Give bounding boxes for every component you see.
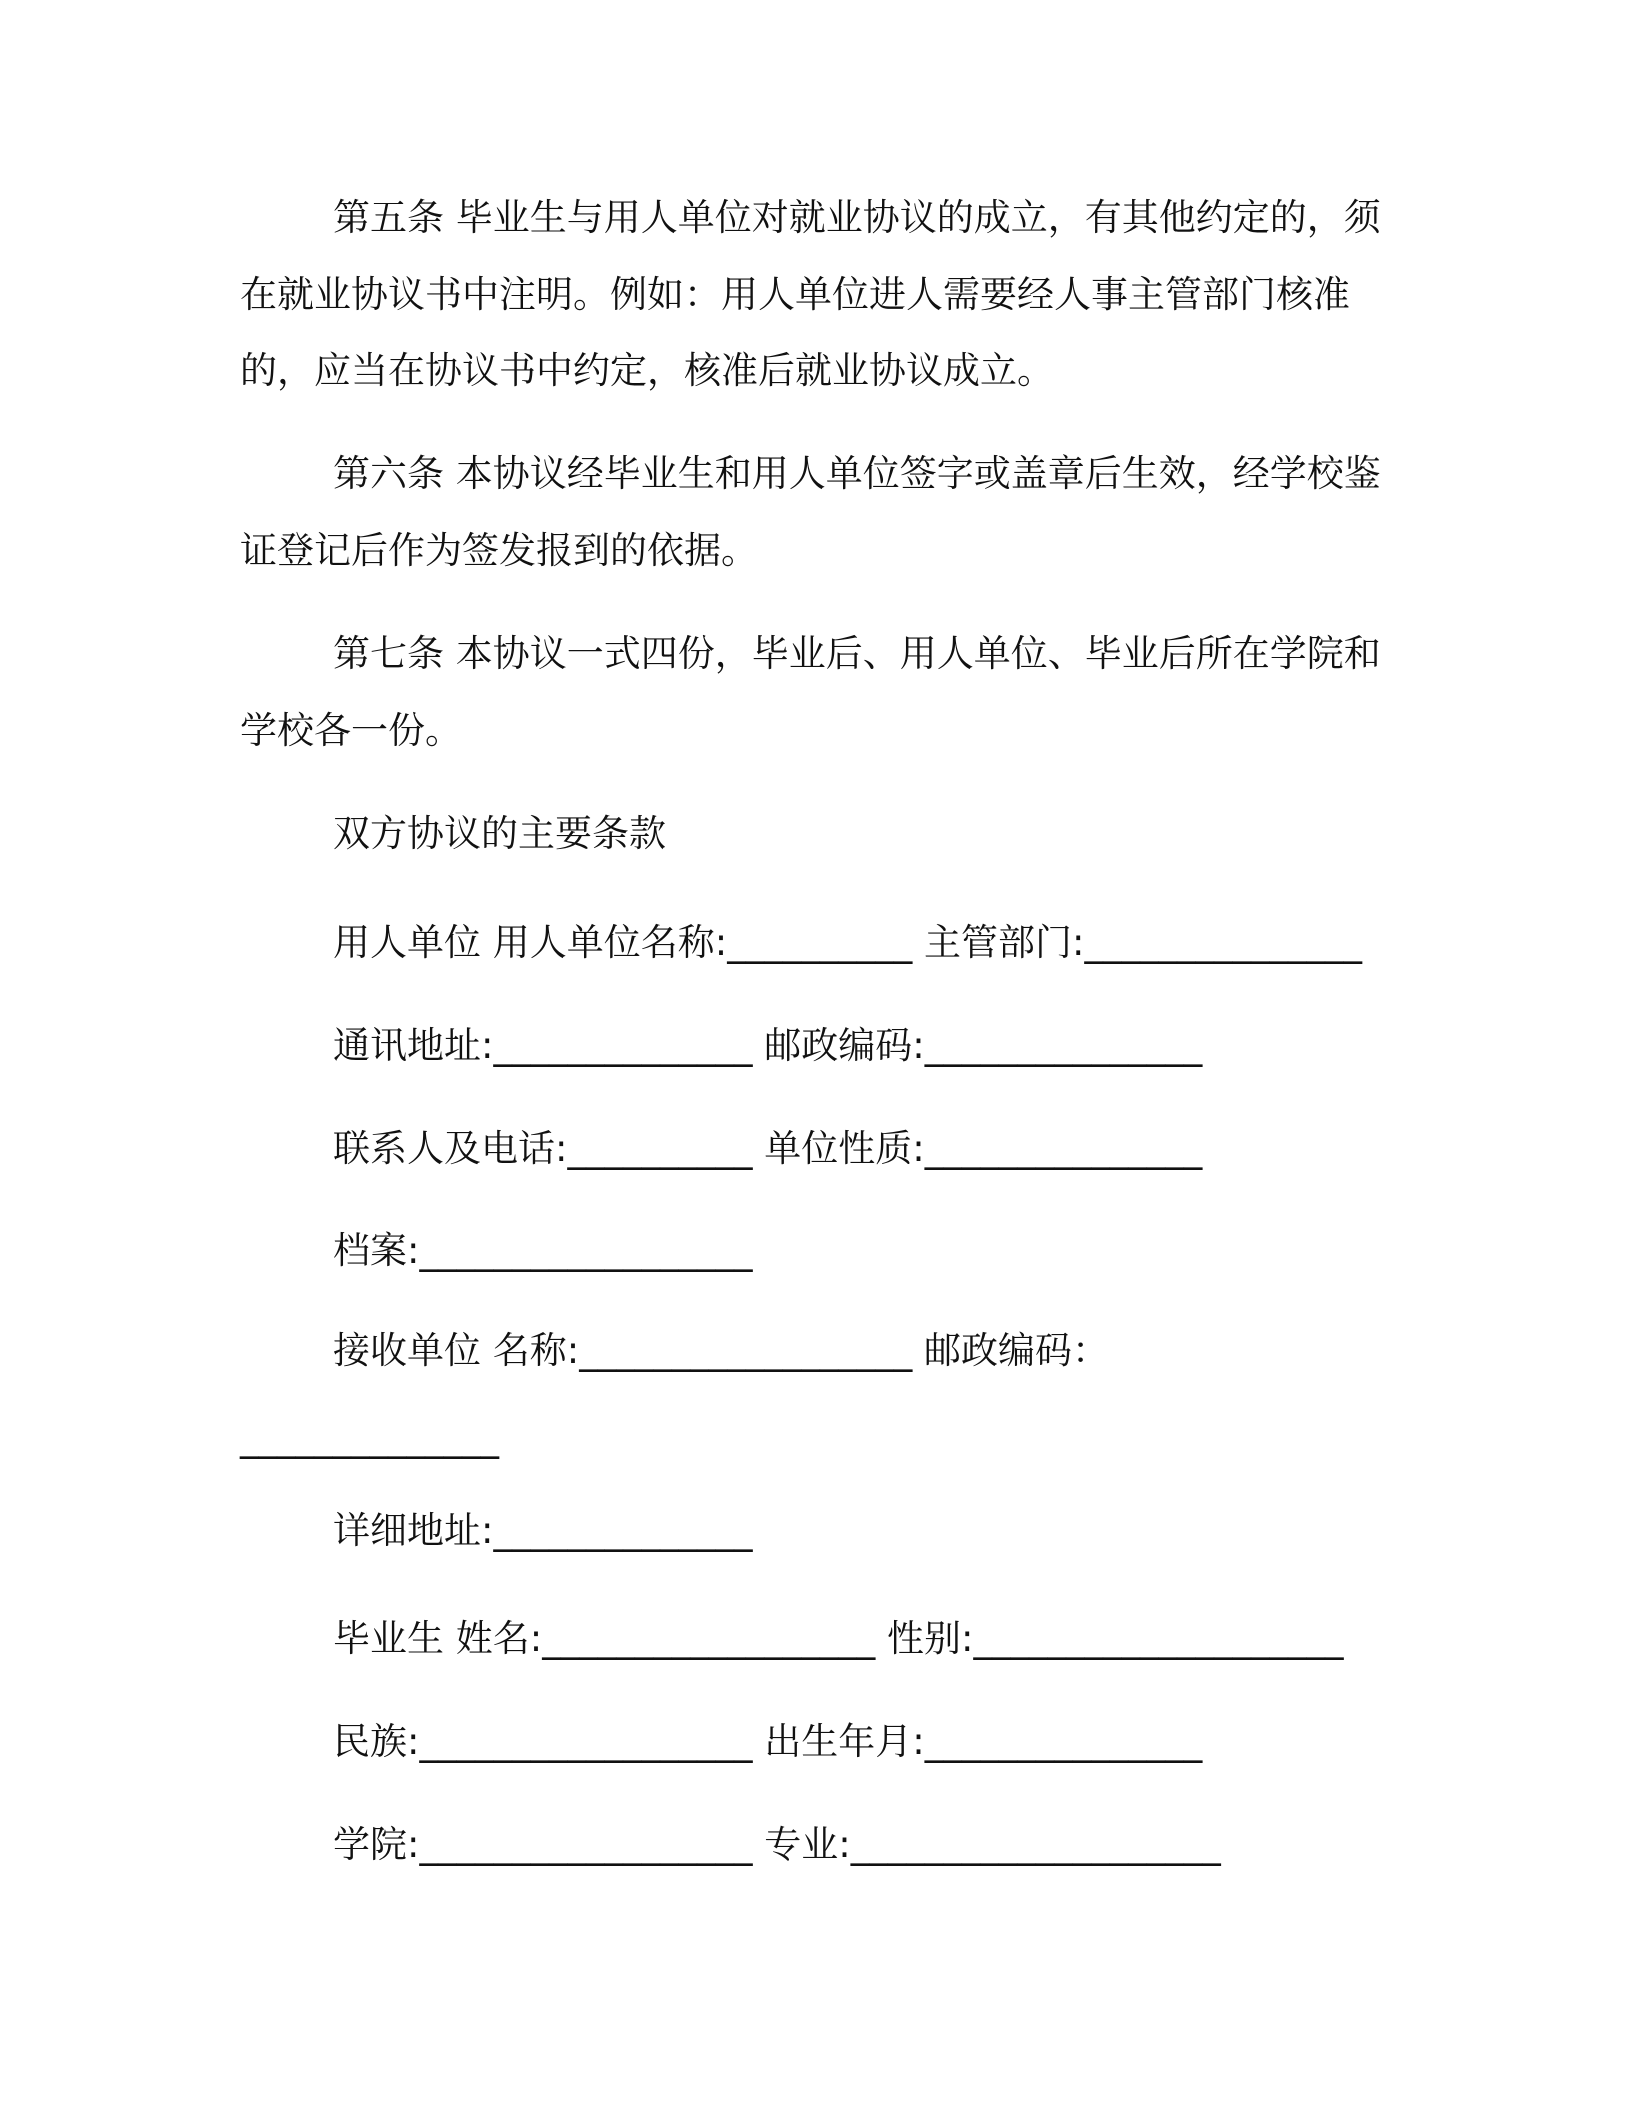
graduate-row-name-gender: 毕业生 姓名:__________________ 性别:____________________ bbox=[333, 1617, 1344, 1660]
article-6-line-1: 第六条 本协议经毕业生和用人单位签字或盖章后生效，经学校鉴 bbox=[333, 452, 1381, 495]
employer-row-name-department: 用人单位 用人单位名称:__________ 主管部门:_______________ bbox=[333, 921, 1362, 964]
article-7-line-1: 第七条 本协议一式四份，毕业后、用人单位、毕业后所在学院和 bbox=[333, 632, 1381, 675]
graduate-row-college-major: 学院:__________________ 专业:____________________ bbox=[333, 1823, 1221, 1866]
graduate-row-ethnicity-birth: 民族:__________________ 出生年月:_______________ bbox=[333, 1720, 1203, 1763]
receiver-row-postcode-blank: ______________ bbox=[240, 1416, 499, 1459]
employer-row-contact-nature: 联系人及电话:__________ 单位性质:_______________ bbox=[333, 1127, 1203, 1170]
article-6-line-2: 证登记后作为签发报到的依据。 bbox=[240, 529, 758, 572]
employer-row-archive: 档案:__________________ bbox=[333, 1229, 753, 1272]
article-5-line-1: 第五条 毕业生与用人单位对就业协议的成立，有其他约定的，须 bbox=[333, 196, 1381, 239]
employer-row-address-postcode: 通讯地址:______________ 邮政编码:_______________ bbox=[333, 1024, 1203, 1067]
receiver-row-address: 详细地址:______________ bbox=[333, 1509, 753, 1552]
section-title: 双方协议的主要条款 bbox=[333, 812, 666, 855]
article-7-line-2: 学校各一份。 bbox=[240, 709, 462, 752]
article-5-line-3: 的，应当在协议书中约定，核准后就业协议成立。 bbox=[240, 349, 1054, 392]
article-5-line-2: 在就业协议书中注明。例如：用人单位进人需要经人事主管部门核准 bbox=[240, 273, 1350, 316]
receiver-row-name-postcode: 接收单位 名称:__________________ 邮政编码： bbox=[333, 1329, 1109, 1372]
